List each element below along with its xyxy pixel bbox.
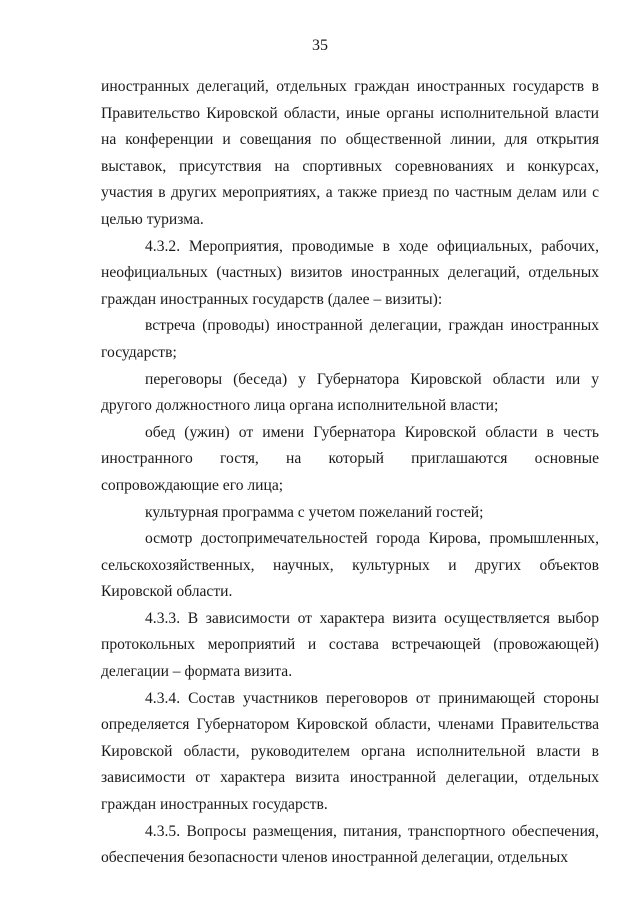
list-item-cultural-program: культурная программа с учетом пожеланий гостей; <box>145 503 484 521</box>
paragraph-4-3-4: 4.3.4. Состав участников переговоров от принимающей стороны определяется Губернатором Кировской области, членами Правительства Кировской области, руководителем органа исполнительной власти в зависимости от характера визита иностранной делегации, отдельных граждан иностранных государств. <box>101 689 599 814</box>
paragraph-4-3-3: 4.3.3. В зависимости от характера визита осуществляется выбор протокольных мероприятий и состава встречающей (провожающей) делегации – формата визита. <box>101 609 599 681</box>
paragraph-4-3-5: 4.3.5. Вопросы размещения, питания, транспортного обеспечения, обеспечения безопасности членов иностранной делегации, отдельных <box>101 822 599 867</box>
paragraph-continuation: иностранных делегаций, отдельных граждан иностранных государств в Правительство Кировской области, иные органы исполнительной власти на конференции и совещания по общественной линии, для открытия выставок, присутствия на спортивных соревнованиях и конкурсах, участия в других мероприятиях, а также приезд по частным делам или с целью туризма. <box>101 78 599 228</box>
paragraph-4-3-2: 4.3.2. Мероприятия, проводимые в ходе официальных, рабочих, неофициальных (частных) визитов иностранных делегаций, отдельных граждан иностранных государств (далее – визиты): <box>101 237 599 308</box>
list-item-negotiations: переговоры (беседа) у Губернатора Кировской области или у другого должностного лица органа исполнительной власти; <box>101 370 599 415</box>
document-body <box>101 74 599 872</box>
list-item-sightseeing: осмотр достопримечательностей города Кирова, промышленных, сельскохозяйственных, научных, культурных и других объектов Кировской области. <box>101 530 599 601</box>
page-number: 35 <box>312 37 328 54</box>
list-item-dinner: обед (ужин) от имени Губернатора Кировской области в честь иностранного гостя, на который приглашаются основные сопровождающие его лица; <box>101 423 599 494</box>
list-item-meeting: встреча (проводы) иностранной делегации, граждан иностранных государств; <box>101 317 599 361</box>
